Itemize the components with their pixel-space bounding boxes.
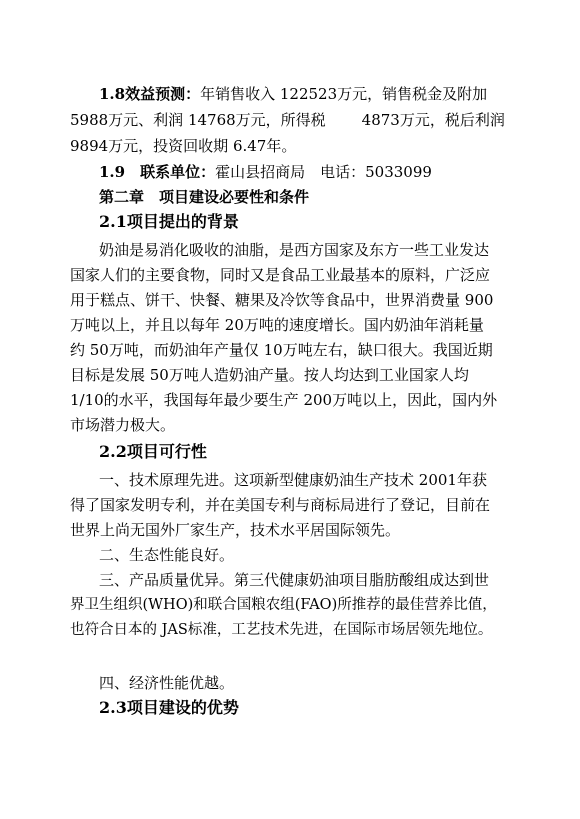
paragraph-line: 国家人们的主要食物，同时又是食品工业最基本的原料，广泛应 (70, 266, 491, 284)
section-2-3-heading: 2.3项目建设的优势 (99, 698, 239, 717)
section-1-8-line-2 (70, 110, 505, 130)
paragraph-line: 得了国家发明专利，并在美国专利与商标局进行了登记，目前在 (70, 496, 491, 514)
section-2-1-heading: 2.1项目提出的背景 (99, 212, 239, 231)
paragraph-line: 1/10的水平，我国每年最少要生产 200万吨以上，因此，国内外 (70, 391, 498, 409)
paragraph-line: 万吨以上，并且以每年 20万吨的速度增长。国内奶油年消耗量 (70, 316, 484, 334)
section-2-2-heading: 2.2项目可行性 (99, 442, 207, 461)
paragraph-line: 约 50万吨，而奶油年产量仅 10万吨左右，缺口很大。我国近期 (70, 341, 493, 359)
section-1-8-text-2b: 4873万元，税后利润 (361, 111, 505, 129)
paragraph-line: 一、技术原理先进。这项新型健康奶油生产技术 2001年获 (99, 471, 487, 489)
paragraph-line: 市场潜力极大。 (70, 416, 176, 434)
paragraph-line: 也符合日本的 JAS标准，工艺技术先进，在国际市场居领先地位。 (70, 622, 493, 638)
paragraph-line: 奶油是易消化吸收的油脂，是西方国家及东方一些工业发达 (99, 241, 490, 259)
paragraph-line: 界卫生组织(WHO)和联合国粮农组(FAO)所推荐的最佳营养比值， (70, 597, 497, 613)
section-1-8-line-3 (70, 136, 296, 156)
paragraph-line: 二、生态性能良好。 (99, 546, 235, 564)
section-1-9-label: 1.9 联系单位： (99, 163, 216, 181)
section-1-9-line (99, 162, 432, 182)
section-1-8-label: 1.8效益预测： (99, 85, 201, 103)
paragraph-line: 世界上尚无国外厂家生产，技术水平居国际领先。 (70, 521, 401, 539)
section-1-8-line-1 (99, 84, 487, 104)
paragraph-line: 三、产品质量优异。第三代健康奶油项目脂肪酸组成达到世 (99, 571, 490, 589)
section-1-9-text: 霍山县招商局 电话：5033099 (215, 163, 432, 181)
paragraph-line: 用于糕点、饼干、快餐、糖果及冷饮等食品中，世界消费量 900 (70, 291, 494, 309)
section-1-8-text-3: 9894万元，投资回收期 6.47年。 (70, 137, 297, 155)
paragraph-line: 目标是发展 50万吨人造奶油产量。按人均达到工业国家人均 (70, 366, 469, 384)
chapter-2-title: 第二章 项目建设必要性和条件 (99, 188, 310, 206)
paragraph-line: 四、经济性能优越。 (99, 674, 235, 692)
section-1-8-text-1: 年销售收入 122523万元，销售税金及附加 (200, 85, 488, 103)
section-1-8-text-2a: 5988万元、利润 14768万元，所得税 (70, 111, 326, 129)
